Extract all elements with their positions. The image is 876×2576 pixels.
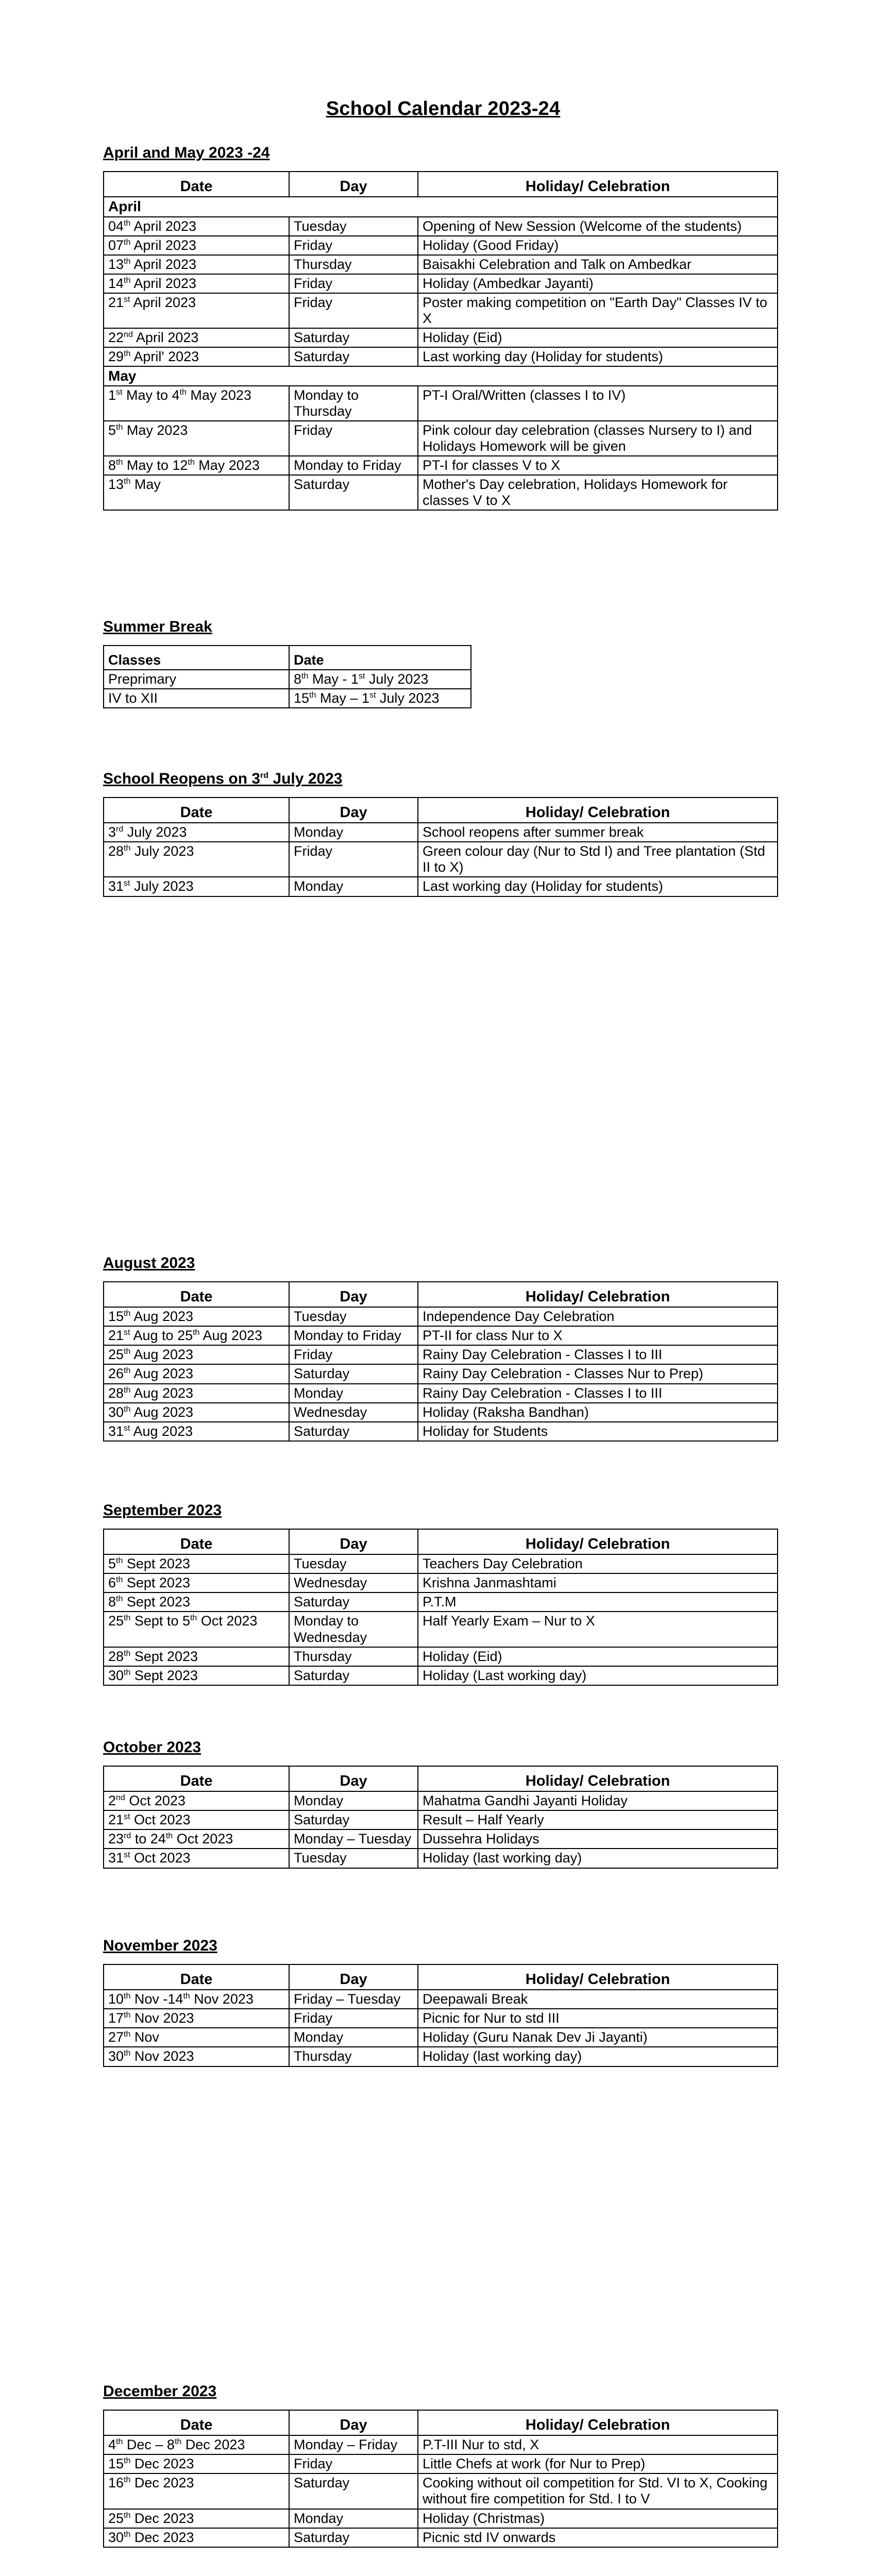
table-row (104, 1791, 778, 1810)
date-cell: 15th Dec 2023 (104, 2454, 289, 2473)
table-row (104, 1990, 778, 2009)
day-cell: Friday (289, 274, 418, 293)
column-header-day: Day (289, 1766, 418, 1791)
date-cell: 8th May - 1st July 2023 (289, 670, 471, 689)
event-cell: Holiday (Guru Nanak Dev Ji Jayanti) (418, 2028, 778, 2047)
date-cell: 25th Dec 2023 (104, 2509, 289, 2528)
table-row (104, 274, 778, 293)
month-row (104, 197, 778, 216)
day-cell: Saturday (289, 1592, 418, 1612)
table-row (104, 823, 778, 842)
event-cell: Holiday (last working day) (418, 1849, 778, 1868)
table-row (104, 2009, 778, 2028)
date-cell: 07th April 2023 (104, 236, 289, 255)
date-cell: 13th April 2023 (104, 255, 289, 274)
column-header-date: Date (104, 1529, 289, 1554)
column-header-day: Day (289, 1529, 418, 1554)
day-cell: Friday (289, 842, 418, 877)
event-cell: Holiday (Eid) (418, 328, 778, 347)
table-row (104, 255, 778, 274)
month-label: April (104, 197, 778, 216)
table-row (104, 2509, 778, 2528)
date-cell: 31st July 2023 (104, 877, 289, 896)
day-cell: Saturday (289, 1810, 418, 1829)
date-cell: 30th Dec 2023 (104, 2528, 289, 2547)
table-row (104, 2435, 778, 2454)
table-row (104, 1829, 778, 1849)
section-november (103, 1937, 778, 2067)
table-row (104, 842, 778, 877)
table-row (104, 1666, 778, 1685)
event-cell: Half Yearly Exam – Nur to X (418, 1612, 778, 1647)
table-row (104, 1422, 778, 1441)
date-cell: 28th July 2023 (104, 842, 289, 877)
table-row (104, 1612, 778, 1647)
table-row (104, 347, 778, 366)
table-row (104, 1592, 778, 1612)
date-cell: 26th Aug 2023 (104, 1364, 289, 1383)
column-header-date: Date (104, 1282, 289, 1307)
date-cell: 16th Dec 2023 (104, 2473, 289, 2509)
date-cell: 30th Aug 2023 (104, 1403, 289, 1422)
day-cell: Monday (289, 2028, 418, 2047)
table-row (104, 877, 778, 896)
column-header-holiday: Holiday/ Celebration (418, 1964, 778, 1990)
day-cell: Monday (289, 1791, 418, 1810)
event-cell: Holiday (Ambedkar Jayanti) (418, 274, 778, 293)
table-row (104, 456, 778, 475)
table-row (104, 217, 778, 236)
event-cell: Opening of New Session (Welcome of the students) (418, 217, 778, 236)
table-row (104, 2454, 778, 2473)
event-cell: Baisakhi Celebration and Talk on Ambedkar (418, 255, 778, 274)
day-cell: Friday (289, 293, 418, 328)
table-row (104, 1364, 778, 1383)
event-cell: Last working day (Holiday for students) (418, 347, 778, 366)
event-cell: Deepawali Break (418, 1990, 778, 2009)
section-heading: October 2023 (103, 1739, 201, 1756)
table-row (104, 1554, 778, 1573)
date-cell: 8th Sept 2023 (104, 1592, 289, 1612)
table-row (104, 2528, 778, 2547)
table-row (104, 236, 778, 255)
section-heading: December 2023 (103, 2383, 217, 2400)
event-cell: Rainy Day Celebration - Classes I to III (418, 1384, 778, 1403)
date-cell: 2nd Oct 2023 (104, 1791, 289, 1810)
event-cell: Little Chefs at work (for Nur to Prep) (418, 2454, 778, 2473)
section-heading: August 2023 (103, 1255, 195, 1272)
table-row (104, 475, 778, 510)
section-october (103, 1739, 778, 1869)
day-cell: Monday (289, 823, 418, 842)
date-cell: 4th Dec – 8th Dec 2023 (104, 2435, 289, 2454)
table-row (104, 1573, 778, 1592)
event-cell: Picnic std IV onwards (418, 2528, 778, 2547)
calendar-table (103, 1281, 778, 1442)
day-cell: Tuesday (289, 1849, 418, 1868)
event-cell: Last working day (Holiday for students) (418, 877, 778, 896)
date-cell: 17th Nov 2023 (104, 2009, 289, 2028)
day-cell: Friday (289, 2454, 418, 2473)
column-header-holiday: Holiday/ Celebration (418, 1282, 778, 1307)
day-cell: Friday (289, 1345, 418, 1364)
day-cell: Monday – Friday (289, 2435, 418, 2454)
day-cell: Saturday (289, 1364, 418, 1383)
event-cell: PT-II for class Nur to X (418, 1326, 778, 1345)
calendar-table (103, 1964, 778, 2067)
calendar-table (103, 171, 778, 511)
table-row (104, 1810, 778, 1829)
month-label: May (104, 366, 778, 386)
day-cell: Monday (289, 2509, 418, 2528)
table-row (104, 328, 778, 347)
table-row (104, 386, 778, 421)
calendar-table (103, 797, 778, 897)
day-cell: Monday to Friday (289, 456, 418, 475)
date-cell: 22nd April 2023 (104, 328, 289, 347)
date-cell: 14th April 2023 (104, 274, 289, 293)
calendar-table (103, 2410, 778, 2548)
date-cell: 31st Aug 2023 (104, 1422, 289, 1441)
section-summer-break (103, 618, 471, 708)
day-cell: Monday – Tuesday (289, 1829, 418, 1849)
column-header-date: Date (104, 1964, 289, 1990)
day-cell: Thursday (289, 1647, 418, 1666)
section-july (103, 770, 778, 897)
table-row (104, 2473, 778, 2509)
day-cell: Monday to Wednesday (289, 1612, 418, 1647)
month-row (104, 366, 778, 386)
day-cell: Tuesday (289, 1554, 418, 1573)
classes-cell: IV to XII (104, 689, 289, 708)
classes-cell: Preprimary (104, 670, 289, 689)
date-cell: 3rd July 2023 (104, 823, 289, 842)
column-header-day: Day (289, 172, 418, 197)
table-row (104, 421, 778, 456)
day-cell: Thursday (289, 255, 418, 274)
day-cell: Friday – Tuesday (289, 1990, 418, 2009)
event-cell: Dussehra Holidays (418, 1829, 778, 1849)
date-cell: 27th Nov (104, 2028, 289, 2047)
date-cell: 15th Aug 2023 (104, 1307, 289, 1326)
event-cell: Pink colour day celebration (classes Nursery to I) and Holidays Homework will be given (418, 421, 778, 456)
event-cell: Holiday for Students (418, 1422, 778, 1441)
day-cell: Saturday (289, 2528, 418, 2547)
event-cell: School reopens after summer break (418, 823, 778, 842)
table-row (104, 1326, 778, 1345)
day-cell: Saturday (289, 347, 418, 366)
column-header-date: Date (104, 1766, 289, 1791)
table-row (104, 1307, 778, 1326)
event-cell: Independence Day Celebration (418, 1307, 778, 1326)
day-cell: Wednesday (289, 1403, 418, 1422)
column-header-holiday: Holiday/ Celebration (418, 172, 778, 197)
column-header-holiday: Holiday/ Celebration (418, 1766, 778, 1791)
column-header-date: Date (104, 798, 289, 823)
day-cell: Monday (289, 877, 418, 896)
day-cell: Monday to Friday (289, 1326, 418, 1345)
date-cell: 28th Aug 2023 (104, 1384, 289, 1403)
day-cell: Friday (289, 421, 418, 456)
event-cell: Holiday (Good Friday) (418, 236, 778, 255)
section-heading: School Reopens on 3rd July 2023 (103, 770, 343, 787)
section-december (103, 2383, 778, 2548)
section-september (103, 1502, 778, 1686)
day-cell: Monday to Thursday (289, 386, 418, 421)
day-cell: Wednesday (289, 1573, 418, 1592)
section-heading: September 2023 (103, 1502, 222, 1519)
column-header-holiday: Holiday/ Celebration (418, 798, 778, 823)
table-row (104, 1345, 778, 1364)
table-row (104, 293, 778, 328)
day-cell: Thursday (289, 2047, 418, 2066)
date-cell: 15th May – 1st July 2023 (289, 689, 471, 708)
day-cell: Saturday (289, 1422, 418, 1441)
date-cell: 1st May to 4th May 2023 (104, 386, 289, 421)
calendar-page (103, 98, 783, 2545)
date-cell: 5th May 2023 (104, 421, 289, 456)
table-row (104, 1403, 778, 1422)
event-cell: P.T.M (418, 1592, 778, 1612)
date-cell: 31st Oct 2023 (104, 1849, 289, 1868)
event-cell: P.T-III Nur to std, X (418, 2435, 778, 2454)
day-cell: Tuesday (289, 217, 418, 236)
date-cell: 25th Aug 2023 (104, 1345, 289, 1364)
date-cell: 29th April' 2023 (104, 347, 289, 366)
day-cell: Saturday (289, 328, 418, 347)
event-cell: Poster making competition on "Earth Day" Classes IV to X (418, 293, 778, 328)
event-cell: Cooking without oil competition for Std. VI to X, Cooking without fire competition for Std. I to V (418, 2473, 778, 2509)
column-header-date: Date (289, 646, 471, 670)
day-cell: Monday (289, 1384, 418, 1403)
date-cell: 04th April 2023 (104, 217, 289, 236)
event-cell: Krishna Janmashtami (418, 1573, 778, 1592)
event-cell: Green colour day (Nur to Std I) and Tree plantation (Std II to X) (418, 842, 778, 877)
table-row (104, 1647, 778, 1666)
event-cell: Result – Half Yearly (418, 1810, 778, 1829)
date-cell: 30th Nov 2023 (104, 2047, 289, 2066)
calendar-table (103, 1529, 778, 1686)
event-cell: Picnic for Nur to std III (418, 2009, 778, 2028)
section-heading: November 2023 (103, 1937, 217, 1954)
section-heading: Summer Break (103, 618, 212, 635)
day-cell: Saturday (289, 1666, 418, 1685)
column-header-date: Date (104, 172, 289, 197)
event-cell: PT-I Oral/Written (classes I to IV) (418, 386, 778, 421)
day-cell: Saturday (289, 475, 418, 510)
section-august (103, 1255, 778, 1442)
date-cell: 5th Sept 2023 (104, 1554, 289, 1573)
table-row (104, 689, 471, 708)
event-cell: Teachers Day Celebration (418, 1554, 778, 1573)
section-april-may (103, 144, 778, 511)
event-cell: Holiday (last working day) (418, 2047, 778, 2066)
date-cell: 6th Sept 2023 (104, 1573, 289, 1592)
event-cell: Holiday (Eid) (418, 1647, 778, 1666)
event-cell: Mahatma Gandhi Jayanti Holiday (418, 1791, 778, 1810)
event-cell: Rainy Day Celebration - Classes Nur to Prep) (418, 1364, 778, 1383)
column-header-day: Day (289, 1282, 418, 1307)
table-row (104, 1849, 778, 1868)
date-cell: 30th Sept 2023 (104, 1666, 289, 1685)
summer-break-table (103, 645, 471, 708)
table-row (104, 670, 471, 689)
section-heading: April and May 2023 -24 (103, 144, 270, 161)
event-cell: Holiday (Christmas) (418, 2509, 778, 2528)
calendar-table (103, 1766, 778, 1869)
column-header-day: Day (289, 798, 418, 823)
date-cell: 8th May to 12th May 2023 (104, 456, 289, 475)
date-cell: 21st April 2023 (104, 293, 289, 328)
event-cell: PT-I for classes V to X (418, 456, 778, 475)
column-header-date: Date (104, 2410, 289, 2435)
day-cell: Tuesday (289, 1307, 418, 1326)
event-cell: Holiday (Raksha Bandhan) (418, 1403, 778, 1422)
day-cell: Friday (289, 2009, 418, 2028)
date-cell: 28th Sept 2023 (104, 1647, 289, 1666)
event-cell: Rainy Day Celebration - Classes I to III (418, 1345, 778, 1364)
document-title: School Calendar 2023-24 (326, 98, 561, 120)
column-header-holiday: Holiday/ Celebration (418, 2410, 778, 2435)
day-cell: Friday (289, 236, 418, 255)
date-cell: 25th Sept to 5th Oct 2023 (104, 1612, 289, 1647)
date-cell: 21st Aug to 25th Aug 2023 (104, 1326, 289, 1345)
column-header-holiday: Holiday/ Celebration (418, 1529, 778, 1554)
table-row (104, 2028, 778, 2047)
column-header-day: Day (289, 1964, 418, 1990)
date-cell: 13th May (104, 475, 289, 510)
event-cell: Holiday (Last working day) (418, 1666, 778, 1685)
day-cell: Saturday (289, 2473, 418, 2509)
event-cell: Mother's Day celebration, Holidays Homework for classes V to X (418, 475, 778, 510)
table-row (104, 2047, 778, 2066)
date-cell: 23rd to 24th Oct 2023 (104, 1829, 289, 1849)
date-cell: 21st Oct 2023 (104, 1810, 289, 1829)
column-header-classes: Classes (104, 646, 289, 670)
date-cell: 10th Nov -14th Nov 2023 (104, 1990, 289, 2009)
column-header-day: Day (289, 2410, 418, 2435)
table-row (104, 1384, 778, 1403)
